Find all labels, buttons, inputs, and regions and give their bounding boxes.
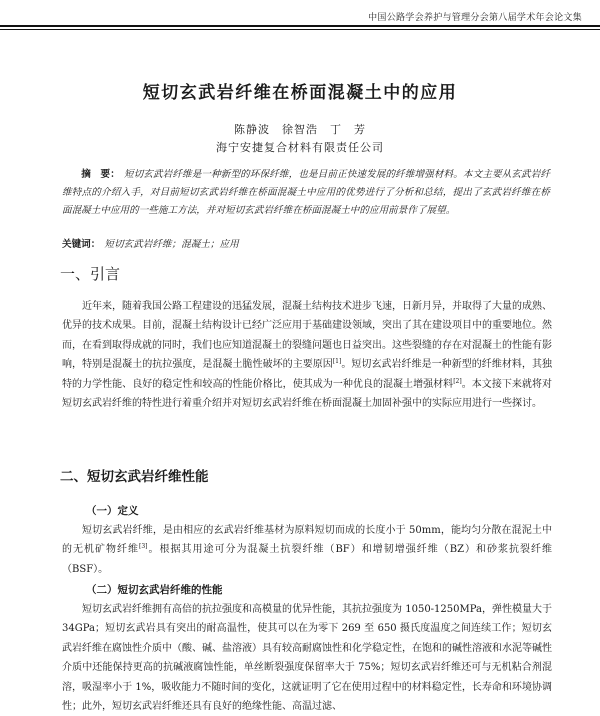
header-rule-thick [0,25,600,27]
section-heading-introduction: 一、引言 [60,265,121,283]
citation-1: [1] [332,358,342,366]
intro-text-a: 近年来，随着我国公路工程建设的迅猛发展，混凝土结构技术进步飞速，日新月异，并取得了大量的成熟、优异的技术成果。目前，混凝土结构设计已经广泛应用于基础建设领域，突出了其在建设项目中的重要地位。然而，在看到取得成就的同时，我们也应知道混凝土的裂缝问题也日益突出。这些裂缝的存在对混凝土的性能有影响，特别是混凝土的抗拉强度，是混凝土脆性破坏的主要原因 [62,301,552,371]
subsection-heading-properties: （二）短切玄武岩纤维的性能 [86,584,223,596]
header-rule-thin [0,29,600,30]
citation-2: [2] [453,377,462,385]
running-header [0,0,600,26]
affiliation: 海宁安捷复合材料有限责任公司 [216,141,384,154]
abstract [62,166,550,220]
citation-3: [3] [139,543,148,551]
definition-text-a: 短切玄武岩纤维，是由相应的玄武岩纤维基材为原料短切而成的长度小于 50mm，能均匀分散在混泥土中的无机矿物纤维 [62,525,552,556]
intro-text-c: 。本文接下来就将对短切玄武岩纤维的特性进行着重介绍并对短切玄武岩纤维在桥面混凝土加固补强中的实际应用进行一些探讨。 [62,378,552,410]
keywords-label: 关键词： [62,239,101,250]
abstract-label: 摘 要： [81,169,120,180]
definition-paragraph [62,521,552,579]
properties-paragraph: 短切玄武岩纤维拥有高倍的抗拉强度和高模量的优异性能，其抗拉强度为 1050-1250MPa，弹性模量大于 34GPa；短切玄武岩具有突出的耐高温性，使其可以在为零下 269 至 650 摄氏度温度之间连续工作；短切玄武岩纤维在腐蚀性介质中（酸、碱、盐溶液）具有较高耐腐蚀性和化学稳定性，在饱和的碱性溶液和水泥等碱性介质中还能保持更高的抗碱液腐蚀性能，单丝断裂强度保留率大于 75%；短切玄武岩纤维还可与无机粘合剂混溶，吸湿率小于 1%，吸收能力不随时间的变化，这就证明了它在使用过程中的材料稳定性，长寿命和环境协调性；此外，短切玄武岩纤维还具有良好的绝缘性能、高温过滤、 [62,604,552,713]
running-header-text: 中国公路学会养护与管理分会第八届学术年会论文集 [368,13,582,23]
abstract-text: 短切玄武岩纤维是一种新型的环保纤维，也是目前正快速发展的纤维增强材料。本文主要从玄武岩纤维特点的介绍入手，对目前短切玄武岩纤维在桥面混凝土中应用的优势进行了分析和总结，提出了玄武岩纤维在桥面混凝土中应用的一些施工方法，并对短切玄武岩纤维在桥面混凝土中的应用前景作了展望。 [62,169,551,216]
introduction-paragraph [62,297,552,413]
subsection-heading-definition: （一）定义 [86,505,139,517]
authors: 陈静波 徐智浩 丁 芳 [234,123,366,136]
keywords [62,236,550,250]
definition-text-b: 。根据其用途可分为混凝土抗裂纤维（BF）和增韧增强纤维（BZ）和砂浆抗裂纤维（BSF）。 [62,544,553,575]
section-heading-performance: 二、短切玄武岩纤维性能 [60,469,209,485]
intro-text-b: 。短切玄武岩纤维是一种新型的纤维材料，其独特的力学性能、良好的稳定性和较高的性能价格比，使其成为一种优良的混凝土增强材料 [62,359,552,390]
keywords-text: 短切玄武岩纤维；混凝土；应用 [104,239,239,250]
paper-title: 短切玄武岩纤维在桥面混凝土中的应用 [142,83,458,103]
